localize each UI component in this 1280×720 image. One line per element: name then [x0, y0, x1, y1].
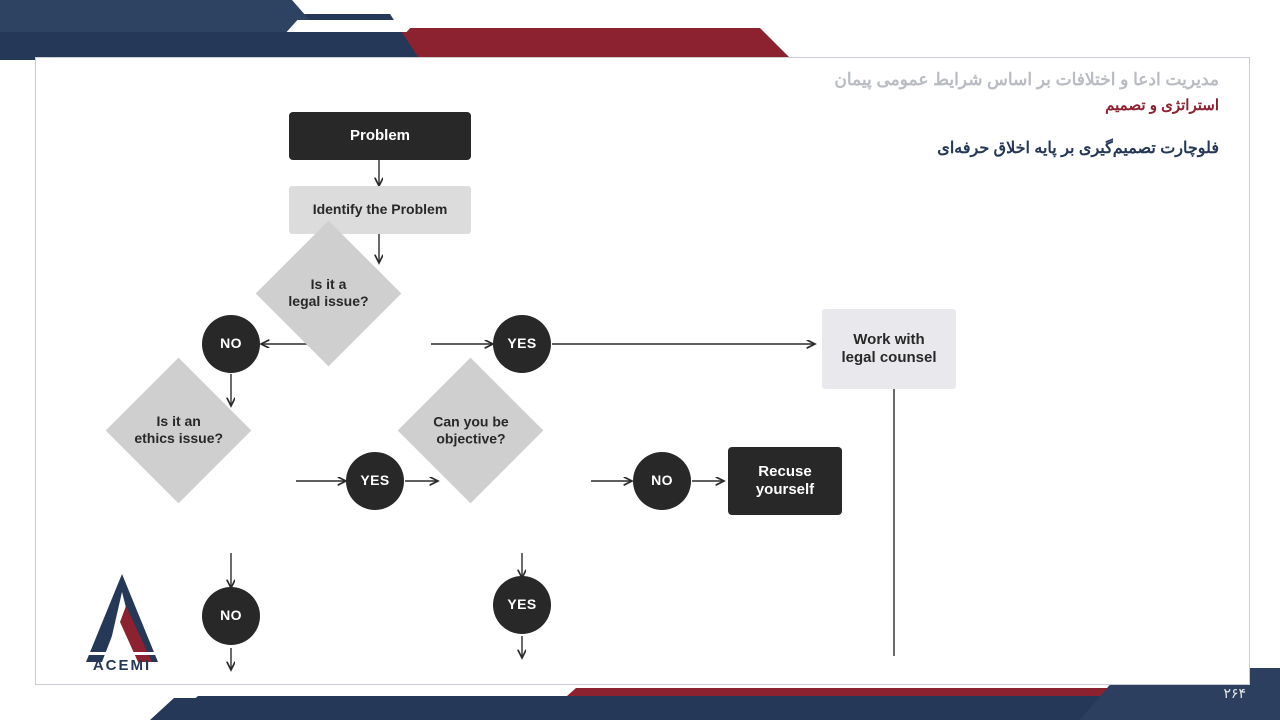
top-decoration-band	[0, 0, 1280, 60]
node-work-with-legal-counsel[interactable]	[822, 309, 956, 389]
node-can-you-be-objective[interactable]	[398, 358, 544, 504]
node-label-line2: legal issue?	[288, 293, 369, 310]
logo-wordmark: ACEMI	[92, 657, 152, 674]
node-label-line1: Is it an	[156, 413, 201, 430]
node-label-line2: ethics issue?	[134, 430, 223, 447]
node-is-it-an-ethics-issue[interactable]	[106, 358, 252, 504]
node-objective-no[interactable]: NO	[633, 452, 691, 510]
content-card	[35, 57, 1250, 685]
page-title: فلوچارت تصمیم‌گیری بر پایه اخلاق حرفه‌ای	[937, 140, 1219, 157]
node-label-line1: Recuse	[758, 462, 812, 480]
acemi-logo	[66, 566, 178, 676]
node-ethics-yes[interactable]: YES	[346, 452, 404, 510]
header-subject: مدیریت ادعا و اختلافات بر اساس شرایط عمومی پیمان	[834, 70, 1219, 89]
node-problem[interactable]: Problem	[289, 112, 471, 160]
bottom-band-navy-left	[150, 698, 410, 720]
node-label-line1: Can you be	[432, 413, 509, 430]
node-is-it-a-legal-issue[interactable]	[256, 221, 402, 367]
node-identify-the-problem[interactable]: Identify the Problem	[289, 186, 471, 234]
node-legal-yes[interactable]: YES	[493, 315, 551, 373]
node-ethics-no[interactable]: NO	[202, 587, 260, 645]
node-legal-no[interactable]: NO	[202, 315, 260, 373]
node-label-line1: Work with	[853, 330, 925, 348]
header-section: استراتژی و تصمیم	[1105, 97, 1219, 114]
flowchart	[36, 58, 1251, 686]
node-label-line2: yourself	[755, 481, 815, 498]
top-band-navy-inner	[0, 0, 320, 32]
node-recuse-yourself[interactable]	[728, 447, 842, 515]
node-label-line2: legal counsel	[841, 349, 937, 366]
node-label-line1: Is it a	[310, 276, 347, 293]
page-number: ۲۶۴	[1223, 685, 1246, 701]
top-band-white-slice	[287, 20, 418, 32]
node-objective-yes[interactable]: YES	[493, 576, 551, 634]
node-label-line2: objective?	[435, 430, 506, 447]
